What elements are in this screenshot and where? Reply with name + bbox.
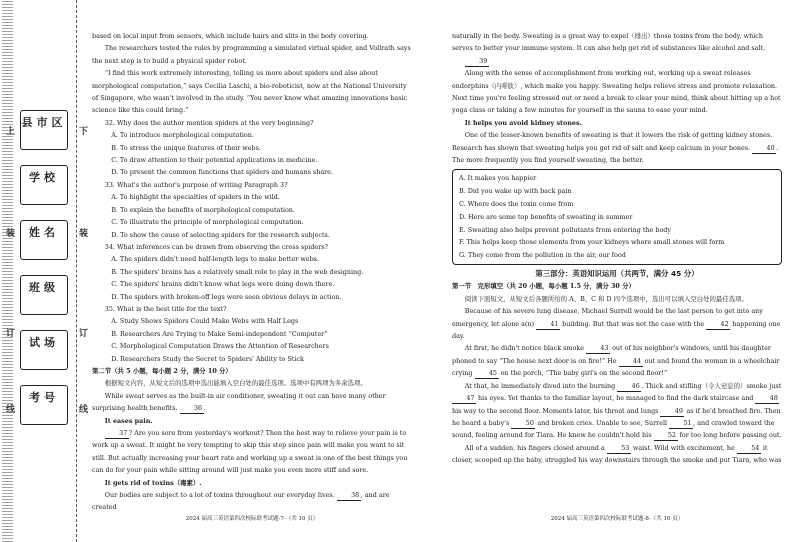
subheading: It helps you avoid kidney stones. bbox=[464, 118, 582, 127]
option: D. Here are some top benefits of sweating in summer bbox=[459, 212, 633, 221]
blank-36[interactable]: 36 bbox=[180, 404, 204, 414]
section-title: 第二节（共 5 小题，每小题 2 分，满分 10 分） bbox=[92, 366, 232, 375]
paragraph bbox=[92, 427, 412, 477]
blank-39[interactable]: 39 bbox=[465, 57, 489, 67]
option: C. To illustrate the principle of morphological computation. bbox=[111, 218, 304, 227]
decorative-stripe bbox=[2, 0, 16, 542]
blank-52[interactable]: 52 bbox=[654, 431, 678, 441]
mark-right: 下 bbox=[79, 127, 89, 137]
question-stem: 35. What is the best title for the text? bbox=[104, 304, 227, 313]
text: his eyes. Yet thanks to the familiar layout, he managed to find the dark staircase and bbox=[476, 394, 756, 403]
field-name: 姓名 bbox=[20, 220, 68, 260]
cut-line bbox=[76, 0, 77, 542]
blank-45[interactable]: 45 bbox=[475, 369, 499, 379]
cloze-paragraph bbox=[452, 342, 782, 379]
text: One of the lesser-known benefits of sweating is that it lowers the risk of getting kidney stones. Research has shown that sweating helps you get rid of salt and keep calcium in your bones. bbox=[452, 131, 773, 152]
option: D. The spiders with broken-off legs were seen obvious delays in action. bbox=[111, 292, 342, 301]
page-8 bbox=[452, 30, 782, 467]
text: While sweat serves as the built-in air conditioner, sweating it out can have many other surprising health benefits. bbox=[92, 391, 386, 413]
text: happening one day. bbox=[452, 319, 781, 341]
question-34 bbox=[92, 241, 412, 303]
blank-44[interactable]: 44 bbox=[619, 357, 643, 367]
cloze-paragraph bbox=[452, 380, 782, 442]
text: for too long before passing out. bbox=[677, 431, 782, 440]
text: At first, he didn't notice black smoke bbox=[464, 344, 587, 353]
blank-49[interactable]: 49 bbox=[660, 407, 684, 417]
option: E. Sweating also helps prevent pollutants from entering the body bbox=[459, 225, 672, 234]
blank-40[interactable]: 40 bbox=[752, 144, 776, 154]
paragraph bbox=[92, 489, 412, 514]
text: and broken cries. Unable to see, Surrell bbox=[535, 418, 670, 427]
text: Our bodies are subject to a lot of toxins throughout our everyday lives. bbox=[104, 491, 335, 500]
option: C. The spiders' brains didn't know what legs were doing down there. bbox=[111, 280, 335, 289]
question-stem: 32. Why does the author mention spiders at the very beginning? bbox=[104, 118, 314, 127]
text: Because of his severe lung disease, Michael Surrell would be the last person to get into any emergency, let alone a(n) bbox=[452, 307, 763, 328]
option: A. To introduce morphological computation. bbox=[111, 131, 254, 140]
options-box bbox=[452, 169, 782, 265]
question-33 bbox=[92, 179, 412, 241]
text: as if he'd breathed fire. Then he heard a baby's bbox=[452, 406, 781, 427]
paragraph: While sweat serves as the built-in air conditioner, sweating it out can have many other surprising health benefits. 36 . bbox=[92, 391, 386, 413]
paragraph bbox=[452, 129, 782, 166]
paragraph bbox=[452, 55, 782, 67]
paragraph: “I find this work extremely interesting, telling us more about spiders and also about morphological computation,” says Cecilia Laschi, a bio-roboticist, now at the National University of Singapore, who wasn't involved in the study. “You never know what amazing innovations basic science like this could bring.” bbox=[92, 69, 408, 115]
option: C. Where does the toxin come from bbox=[459, 200, 574, 209]
paragraph: naturally in the body. Sweating is a great way to expel（排出）those toxins from the body, which serves to better your immune system. It can also help get rid of substances like alcohol and salt. bbox=[452, 32, 766, 53]
text: At that, he immediately dived into the burning bbox=[464, 381, 618, 390]
blank-54[interactable]: 54 bbox=[737, 444, 761, 454]
question-stem: 34. What inferences can be drawn from observing the cross spiders? bbox=[104, 242, 328, 251]
text: , and are created bbox=[92, 491, 390, 512]
blank-47[interactable]: 47 bbox=[452, 394, 476, 404]
cloze-paragraph bbox=[452, 442, 782, 467]
option: C. To draw attention to their potential applications in medicine. bbox=[111, 156, 318, 165]
field-class: 班级 bbox=[20, 275, 68, 315]
mark-right: 装 bbox=[79, 229, 89, 239]
option: B. Did you wake up with back pain bbox=[459, 187, 572, 196]
section-instructions: 根据短文内容，从短文后的选项中选出能填入空白处的最佳选项。选项中有两项为多余选项。 bbox=[104, 379, 367, 388]
text: his way to the second floor. Moments later, his throat and lungs bbox=[452, 406, 661, 415]
mark-left: 装 bbox=[6, 229, 16, 239]
text: waist. Wild with excitement, he bbox=[630, 443, 737, 452]
option: F. This helps keep those elements from your kidneys where small stones will form bbox=[459, 238, 725, 247]
paragraph: Along with the sense of accomplishment from working out, working up a sweat releases endorphins（内啡肽）, which make you happy. Sweating helps relieve stress and promote relaxation. Next time you're feeling stressed out or need a break to clear your mind, think about hitting up a hot yoga class or taking a few minutes for yourself in the sauna to ease your mind. bbox=[452, 69, 781, 115]
option: B. To stress the unique features of their webs. bbox=[111, 143, 261, 152]
text: . The more frequently you find yourself sweating, the better. bbox=[452, 143, 779, 165]
field-county: 县市区 bbox=[20, 110, 68, 150]
mark-right: 订 bbox=[79, 329, 89, 339]
binding-margin bbox=[0, 0, 89, 542]
text: building. But that was not the case with the bbox=[560, 319, 707, 328]
option: A. To highlight the specialties of spiders in the wild. bbox=[111, 193, 280, 202]
field-school: 学校 bbox=[20, 165, 68, 205]
blank-41[interactable]: 41 bbox=[536, 320, 560, 330]
blank-46[interactable]: 46 bbox=[617, 382, 641, 392]
option: D. To present the common functions that spiders and humans share. bbox=[111, 168, 333, 177]
option: A. It makes you happier bbox=[459, 174, 537, 183]
mark-left: 订 bbox=[6, 329, 16, 339]
text: out and found the woman in a wheelchair crying bbox=[452, 356, 780, 378]
text: on the porch, “The baby girl's on the second floor!” bbox=[498, 369, 668, 378]
blank-42[interactable]: 42 bbox=[706, 320, 730, 330]
paragraph: based on local input from sensors, which include hairs and slits in the body covering. bbox=[92, 32, 369, 40]
section-title: 第一节 完形填空（共 20 小题，每小题 1.5 分，满分 30 分） bbox=[452, 282, 635, 291]
text: ? Are you sore from yesterday's workout? Then the best way to relieve your pain is to work up a sweat. It might be very tempting to skip this step since pain will make you want to sit still. But actually increasing your heart rate and working up a sweat is one of the best things you can do for your pain while sitting around will just make you even more stiff and sore. bbox=[92, 429, 408, 475]
page-footer: 2024 届高三英语第四次校际联考试题-7-（共 10 页） bbox=[185, 516, 319, 522]
blank-43[interactable]: 43 bbox=[586, 344, 610, 354]
part-title: 第三部分：英语知识运用（共两节，满分 45 分） bbox=[535, 269, 699, 279]
page-7 bbox=[92, 30, 412, 514]
option: D. To show the cause of selecting spiders for the research subjects. bbox=[111, 230, 330, 239]
option: B. The spiders' brains has a relatively small role to play in the web designing. bbox=[111, 267, 364, 276]
text: . Thick and stifling（令人窒息的）smoke just bbox=[641, 381, 782, 390]
option: A. Study Shows Spiders Could Make Webs with Half Legs bbox=[111, 317, 299, 326]
section-instructions: 阅读下面短文，从短文后各题所给的 A、B、C 和 D 四个选项中，选出可以填入空白处的最佳选项。 bbox=[464, 294, 748, 303]
blank-53[interactable]: 53 bbox=[607, 444, 631, 454]
option: B. To explain the benefits of morphological computation. bbox=[111, 205, 295, 214]
option: B. Researchers Are Trying to Make Semi-independent “Computer” bbox=[111, 329, 328, 338]
page-footer: 2024 届高三英语第四次校际联考试题-8-（共 10 页） bbox=[550, 516, 684, 522]
text: , and crawled toward the sound, feeling around for Tiara. He knew he couldn't hold his bbox=[452, 418, 775, 440]
mark-right: 线 bbox=[79, 405, 89, 415]
blank-37[interactable]: 37 bbox=[105, 429, 129, 439]
option: D. Researchers Study the Secret to Spiders' Ability to Stick bbox=[111, 354, 304, 363]
subheading: It eases pain. bbox=[104, 416, 153, 425]
option: G. They come from the pollution in the air, our food bbox=[459, 251, 626, 260]
mark-left: 线 bbox=[6, 405, 16, 415]
blank-51[interactable]: 51 bbox=[669, 419, 693, 429]
subheading: It gets rid of toxins（毒素）. bbox=[104, 478, 202, 487]
field-room: 试场 bbox=[20, 330, 68, 370]
blank-50[interactable]: 50 bbox=[511, 419, 535, 429]
blank-48[interactable]: 48 bbox=[755, 394, 779, 404]
cloze-paragraph bbox=[452, 305, 782, 342]
text: All of a sudden, his fingers closed around a bbox=[464, 443, 607, 452]
paragraph: The researchers tested the rules by programming a simulated virtual spider, and Vollrath says the next step is to build a physical spider robot. bbox=[92, 44, 411, 65]
text: it closer, scooped up the baby, struggled his way downstairs through the smoke and put Tiara, who was bbox=[452, 443, 782, 465]
option: C. Morphological Computation Draws the Attention of Researchers bbox=[111, 342, 329, 351]
blank-38[interactable]: 38 bbox=[337, 491, 361, 501]
option: A. The spiders didn't need half-length legs to make better webs. bbox=[111, 255, 319, 264]
text: out of his neighbor's windows, until his daughter phoned to say “The house next door is on fire!” He bbox=[452, 344, 771, 365]
question-32 bbox=[92, 117, 412, 179]
question-35 bbox=[92, 303, 412, 365]
field-exam-number: 考号 bbox=[20, 385, 68, 425]
mark-left: 上 bbox=[6, 127, 16, 137]
question-stem: 33. What's the author's purpose of writing Paragraph 3? bbox=[104, 180, 288, 189]
